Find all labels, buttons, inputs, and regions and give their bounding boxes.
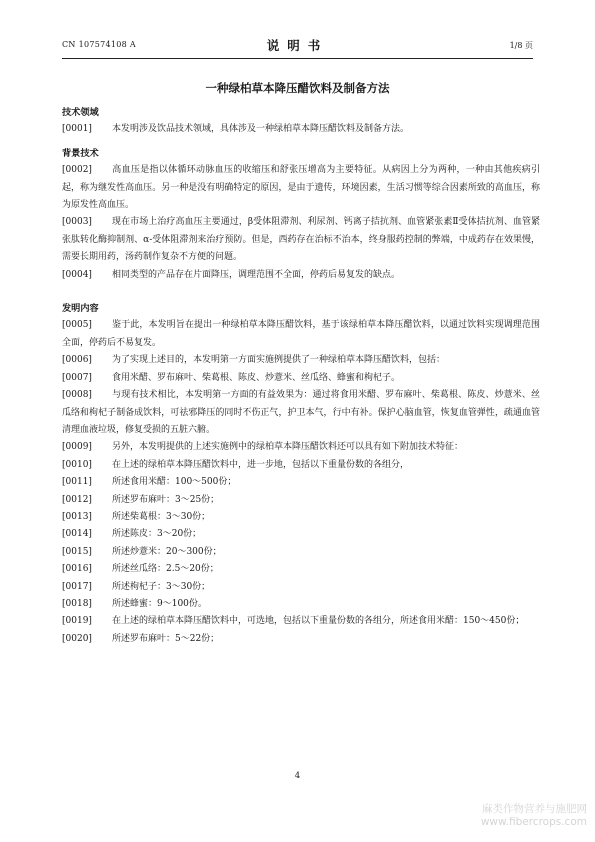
paragraph-number: [0019] (62, 616, 92, 627)
paragraph-text: 为了实现上述目的，本发明第一方面实施例提供了一种绿柏草本降压醋饮料，包括： (112, 355, 446, 366)
paragraph-text: 另外，本发明提供的上述实施例中的绿柏草本降压醋饮料还可以具有如下附加技术特征： (112, 442, 464, 453)
paragraph (62, 439, 540, 456)
paragraph-number: [0017] (62, 581, 92, 592)
watermark-site-name: 麻类作物营养与施肥网 (482, 803, 587, 815)
paragraph-text: 本发明涉及饮品技术领域，具体涉及一种绿柏草本降压醋饮料及制备方法。 (112, 124, 410, 135)
paragraph-text: 所述丝瓜络：2.5～20份； (112, 564, 219, 575)
paragraph-number: [0013] (62, 511, 92, 522)
paragraph-number: [0018] (62, 598, 92, 609)
paragraph-number: [0014] (62, 529, 92, 540)
paragraph-text: 所述枸杞子：3～30份； (112, 581, 211, 592)
paragraph (62, 457, 540, 474)
paragraph-number: [0011] (62, 477, 92, 488)
paragraph (62, 387, 540, 439)
paragraph (62, 214, 540, 266)
paragraph-text: 所述陈皮：3～20份； (112, 529, 202, 540)
paragraph-number: [0012] (62, 494, 92, 505)
paragraph-text: 高血压是指以体循环动脉血压的收缩压和舒张压增高为主要特征。从病因上分为两种，一种由其他疾病引起，称为继发性高血压。另一种是没有明确特定的原因，是由于遗传，环境因素，生活习惯等综合因素所致的高血压，称为原发性高血压。 (62, 165, 540, 211)
paragraph (62, 492, 540, 509)
paragraph-number: [0015] (62, 546, 92, 557)
paragraph (62, 526, 540, 543)
paragraph (62, 352, 540, 369)
page-info: 1/8 页 (509, 41, 533, 50)
paragraph (62, 370, 540, 387)
paragraph-text: 所述罗布麻叶：3～25份； (112, 494, 220, 505)
paragraph (62, 544, 540, 561)
header-divider (62, 58, 533, 59)
page-number: 4 (294, 771, 301, 781)
paragraph-number: [0010] (62, 459, 92, 470)
paragraph-number: [0016] (62, 564, 92, 575)
paragraph (62, 121, 540, 138)
paragraph-number: [0008] (62, 390, 92, 401)
paragraph (62, 631, 540, 648)
paragraph-text: 鉴于此，本发明旨在提出一种绿柏草本降压醋饮料，基于该绿柏草本降压醋饮料，以通过饮料实现调理范围全面，停药后不易复发。 (62, 320, 540, 348)
paragraph (62, 509, 540, 526)
paragraph-text: 与现有技术相比，本发明第一方面的有益效果为：通过将食用米醋、罗布麻叶、柴葛根、陈皮、炒薏米、丝瓜络和枸杞子制备成饮料，可祛邪降压的同时不伤正气，护卫本气，行中有补。保护心脑血管，恢复血管弹性，疏通血管清理血液垃圾，修复受损的五脏六腑。 (62, 390, 540, 435)
paragraph-number: [0003] (62, 217, 92, 228)
paragraph-number: [0001] (62, 124, 92, 135)
paragraph-number: [0005] (62, 320, 92, 331)
section-heading-invention: 发明内容 (62, 303, 99, 315)
patent-number: CN 107574108 A (62, 40, 136, 49)
paragraph (62, 162, 540, 214)
paragraph-number: [0009] (62, 442, 92, 453)
paragraph (62, 561, 540, 578)
paragraph-number: [0004] (62, 269, 92, 280)
paragraph-text: 在上述的绿柏草本降压醋饮料中，可选地，包括以下重量份数的各组分，所述食用米醋：150～450份； (112, 616, 525, 627)
paragraph-text: 所述食用米醋：100～500份； (112, 477, 237, 488)
paragraph-number: [0007] (62, 372, 92, 383)
paragraph-text: 所述柴葛根：3～30份； (112, 511, 211, 522)
section-heading-tech-field: 技术领域 (62, 107, 99, 118)
section-heading-background: 背景技术 (62, 147, 99, 159)
paragraph-number: [0002] (62, 165, 92, 176)
paragraph (62, 613, 540, 630)
paragraph-text: 食用米醋、罗布麻叶、柴葛根、陈皮、炒薏米、丝瓜络、蜂蜜和枸杞子。 (112, 372, 401, 383)
paragraph-text: 相同类型的产品存在片面降压，调理范围不全面，停药后易复发的缺点。 (112, 269, 401, 280)
paragraph (62, 267, 540, 284)
paragraph-number: [0020] (62, 633, 92, 644)
paragraph-text: 所述炒薏米：20～300份； (112, 546, 222, 557)
doc-type-title: 说明书 (266, 38, 329, 53)
paragraph-text: 所述罗布麻叶：5～22份； (112, 633, 220, 644)
watermark-url: www.fibercrops.com (480, 816, 587, 828)
page-header (62, 36, 533, 54)
paragraph-number: [0006] (62, 355, 92, 366)
paragraph-text: 在上述的绿柏草本降压醋饮料中，进一步地，包括以下重量份数的各组分， (112, 459, 410, 470)
watermark (481, 801, 587, 828)
paragraph (62, 579, 540, 596)
paragraph-text: 所述蜂蜜：9～100份。 (112, 598, 207, 609)
paragraph (62, 317, 540, 352)
paragraph-text: 现在市场上治疗高血压主要通过，β受体阻滞剂、利尿剂、钙离子拮抗剂、血管紧张素Ⅱ受体拮抗剂、血管紧张肽转化酶抑制剂、α-受体阻滞剂来治疗预防。但是，西药存在治标不治本，终身服药控制的弊端，中成药存在效果慢，需要长期用药，汤药制作复杂不方便的问题。 (62, 217, 540, 263)
paragraph (62, 596, 540, 613)
paragraph (62, 474, 540, 491)
document-body (62, 104, 540, 648)
document-title: 一种绿柏草本降压醋饮料及制备方法 (205, 81, 390, 95)
